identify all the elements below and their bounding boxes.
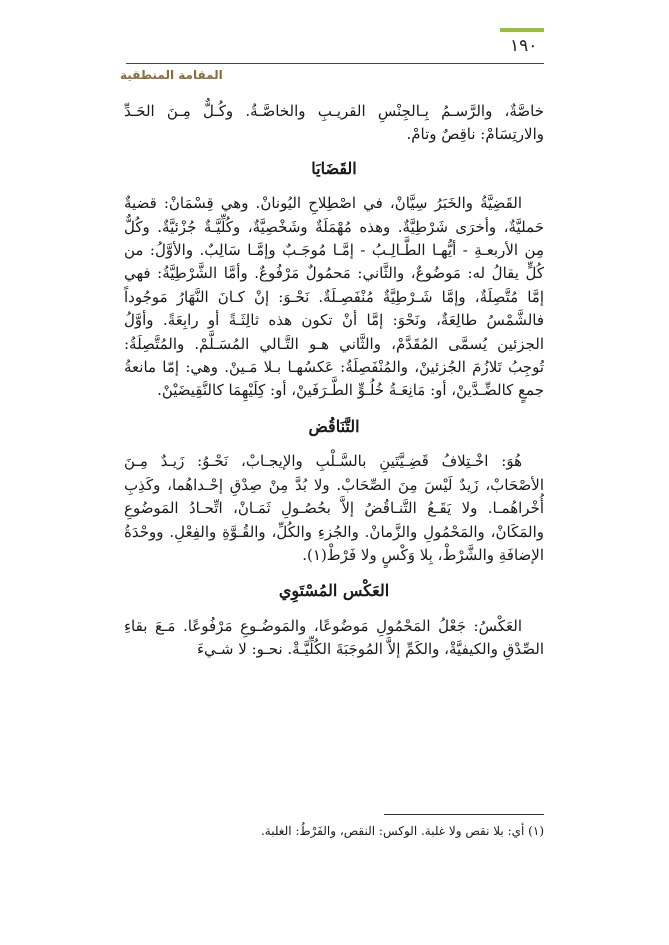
running-title: المقامة المنطقية	[120, 68, 223, 82]
paragraph-continuation: خاصَّةٌ، والرَّسـمُ بِـالجِنْسِ القريـبِ والخاصَّـةُ. وكُـلٌّ مِـنَ الحَـدِّ والارتِسَامْ: ناقِصٌ وتامْ.	[124, 102, 544, 144]
footnote: (١) أي: بلا نقص ولا غلبة. الوكس: النقص، والفَرْطُ: الغلبة.	[260, 824, 544, 838]
footnote-rule	[384, 814, 544, 815]
main-text	[124, 100, 544, 662]
paragraph-conversion: العَكْسُ: جَعْلُ المَحْمُولِ مَوضُوعًا، والمَوضُـوعِ مَرْفُوعًا. مَـعَ بقاءِ الصِّدْقِ والكيفيَّةْ، والكَمِّ إلاَّ المُوجَبَةَ الكُلِّيَّـةْ. نحـو: لا شـيءَ	[124, 616, 544, 659]
paragraph-propositions: القَضِيَّةُ والخَبَرُ سِيَّانْ، في اصْطِلاحِ اليُونانْ. وهي قِسْمَانْ: قضيةٌ حَمليَّةٌ، وأخرَى شَرْطِيَّةٌ. وهذه مُهْمَلَةٌ وشَخْصِيَّةٌ، وكُلِّيَّـةٌ جُزْئيَّةٌ. وكُلٌّ مِن الأربعـةِ - أيُّهـا الطَّـالِـبُ - إمَّـا مُوجَـبٌ وإمَّـا سَالِبٌ. والأوَّلُ: من كُلٍّ يقالُ له: مَوضُوعٌ، والثَّاني: مَحمُولٌ مَرْفُوعٌ. وأمَّا الشَّرْطِيَّةُ: فهي إمَّا مُتَّصِلَةٌ، وإمَّا شَـرْطِيَّةٌ مُنْفَصِـلَةٌ. نَحْـوَ: إنْ كـانَ النَّهَارُ مَوجُوداً فالشَّمْسُ طالِعَةٌ، ونَحْوَ: إمَّا أنْ تكون هذه ثالِثَـةً أو رابِعَةً. وأوَّلُ الجزئين يُسمَّى المُقَدَّمْ، والثَّاني هـو التَّـالي المُسَـلَّمْ. والمُتَّصِلَةُ: تُوجِبُ تَلازُمَ الجُزئينْ، والمُنْفَصِلَةُ: عَكسُهـا بـلا مَـينْ. وهي: إمّا مانعةُ جمعٍ كالضِّـدَّينْ، أو: مَانِعَـةُ خُلُـوٍّ الطَّـرَفَينْ، أو: كِلَيْهِمَا كالنَّقِيضَيْنْ.	[124, 194, 544, 400]
paragraph-contradiction: هُوَ: اخْـتِلافُ قَضِـيَّتَينِ بالسَّـلْبِ والإيجـابْ، نَحْـوُ: زَيـدٌ مِـنَ الأصْحَابْ، زَيدٌ لَيْسَ مِنَ الصِّحَابْ. ولا بُدَّ مِنْ صِدْقِ إحْـداهُما، وكَذِبِ أُخْراهُمـا. ولا يَقَـعُ التَّنـاقُضُ إلاَّ بحُصُـولِ ثَمَـانْ، اتِّحـادُ المَوضُوعِ والمَكَانْ، والمَحْمُولِ والزَّمانْ. والجُزءِ والكُلِّ، والقُـوَّةِ والفِعْلِ. ووحْدَةُ الإضافَةِ والشَّرْطْ، بِلا وَكْسٍ ولا فَرْطْ(١).	[124, 452, 544, 564]
section-heading-propositions: القَضَايَا	[311, 158, 357, 178]
header-rule	[126, 63, 544, 64]
section-heading-conversion: العَكْس المُسْتَوِي	[278, 581, 390, 601]
section-heading-contradiction: التَّنَاقُض	[308, 416, 360, 436]
header-accent-bar	[500, 28, 544, 32]
page-number: ١٩٠	[510, 36, 538, 56]
